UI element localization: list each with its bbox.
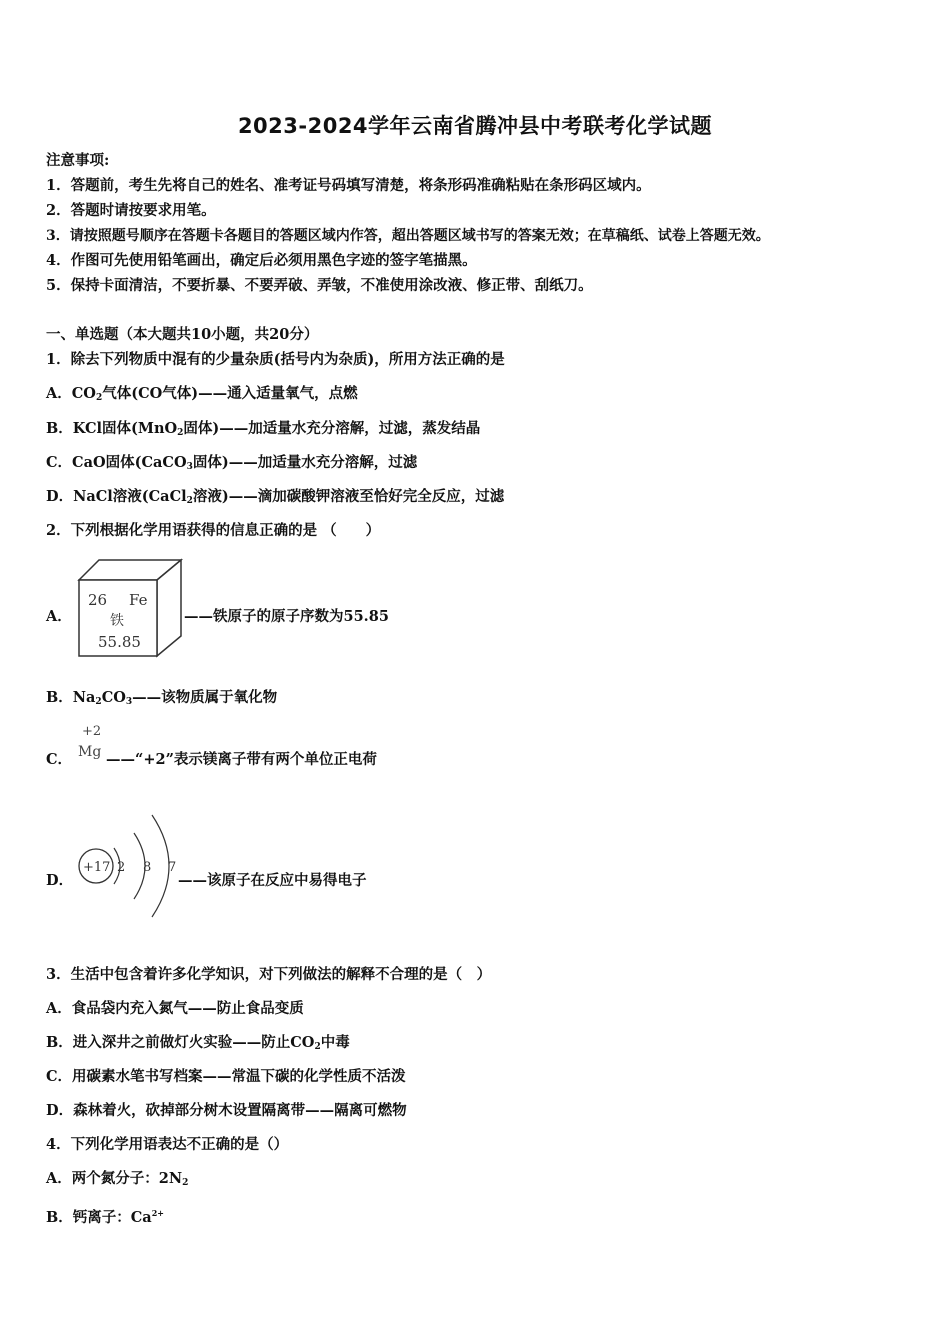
question-1-option-a [46, 384, 358, 408]
shell-electron-count: 2 [117, 860, 126, 875]
option-text: 食品袋内充入氮气——防止食品变质 [71, 1000, 304, 1017]
question-4-option-a [46, 1169, 188, 1193]
question-1-option-d [46, 487, 504, 511]
option-text: ——该原子在反应中易得电子 [178, 872, 367, 889]
question-3-stem: 3．生活中包含着许多化学知识，对下列做法的解释不合理的是（ ） [46, 966, 492, 983]
question-3-option-c [46, 1067, 406, 1087]
option-text: CaO固体(CaCO [72, 454, 187, 471]
section-heading: 一、单选题（本大题共10小题，共20分） [46, 326, 319, 343]
option-text: 森林着火，砍掉部分树木设置隔离带——隔离可燃物 [73, 1102, 407, 1119]
subscript: 2 [314, 1042, 321, 1052]
electron-shell-arc [152, 815, 169, 917]
question-4-stem: 4．下列化学用语表达不正确的是（） [46, 1136, 289, 1153]
option-label: C． [46, 454, 73, 471]
option-text: KCl固体(MnO [72, 420, 178, 437]
question-1-stem: 1．除去下列物质中混有的少量杂质(括号内为杂质)，所用方法正确的是 [46, 351, 505, 368]
charge-superscript: +2 [82, 724, 102, 739]
subscript: 2 [182, 1178, 189, 1188]
element-name: 铁 [110, 613, 124, 629]
subscript: 3 [186, 462, 193, 472]
atomic-structure-figure [74, 805, 184, 923]
option-label: A． [46, 1000, 72, 1017]
shell-electron-count: 8 [143, 860, 152, 875]
periodic-table-cell-figure [76, 558, 184, 660]
nucleus-charge: +17 [83, 860, 111, 875]
option-text: 固体)——加适量水充分溶解，过滤 [192, 454, 418, 471]
question-2-option-b [46, 688, 277, 712]
subscript: 3 [125, 697, 133, 707]
option-text: 两个氮分子：2N [71, 1170, 183, 1187]
option-label: D． [46, 1102, 74, 1119]
question-3-option-d [46, 1101, 407, 1121]
notice-item: 1．答题前，考生先将自己的姓名、准考证号码填写清楚，将条形码准确粘贴在条形码区域内。 [46, 177, 651, 194]
notice-item: 3．请按照题号顺序在答题卡各题目的答题区域内作答，超出答题区域书写的答案无效；在草稿纸、试卷上答题无效。 [46, 228, 770, 244]
option-label: A． [46, 1170, 72, 1187]
option-text: ——“+2”表示镁离子带有两个单位正电荷 [106, 751, 377, 768]
option-text: CO [101, 689, 126, 706]
option-label: D． [46, 488, 74, 505]
notice-item: 2．答题时请按要求用笔。 [46, 202, 216, 219]
option-text: 进入深井之前做灯火实验——防止CO [72, 1034, 315, 1051]
atomic-mass: 55.85 [98, 633, 141, 651]
option-text: ——该物质属于氧化物 [132, 689, 278, 706]
option-label: B． [46, 1209, 73, 1226]
subscript: 2 [177, 428, 184, 438]
option-text: Na [72, 689, 96, 706]
element-symbol: Mg [78, 744, 102, 760]
option-label: D． [46, 872, 74, 889]
option-label: A． [46, 608, 72, 625]
option-label: B． [46, 420, 73, 437]
question-1-option-b [46, 419, 480, 443]
option-text: 用碳素水笔书写档案——常温下碳的化学性质不活泼 [72, 1068, 406, 1085]
option-text: NaCl溶液(CaCl [73, 488, 187, 505]
notice-item: 4．作图可先使用铅笔画出，确定后必须用黑色字迹的签字笔描黑。 [46, 252, 477, 269]
element-symbol: Fe [129, 591, 148, 609]
option-label: B． [46, 689, 73, 706]
option-text: ——铁原子的原子序数为55.85 [184, 608, 389, 625]
question-3-option-a [46, 999, 304, 1019]
option-label: C． [46, 751, 73, 768]
option-label: C． [46, 1068, 73, 1085]
atomic-number: 26 [88, 591, 108, 609]
notice-heading: 注意事项: [46, 152, 110, 169]
superscript: 2+ [151, 1208, 164, 1218]
option-text: 中毒 [320, 1034, 350, 1051]
subscript: 2 [186, 496, 193, 506]
subscript: 2 [95, 393, 103, 403]
option-label: B． [46, 1034, 73, 1051]
page-title: 2023-2024学年云南省腾冲县中考联考化学试题 [237, 114, 713, 138]
option-label: A． [46, 385, 72, 402]
question-4-option-b [46, 1203, 164, 1228]
option-text: 固体)——加适量水充分溶解，过滤，蒸发结晶 [183, 420, 481, 437]
option-text: 溶液)——滴加碳酸钾溶液至恰好完全反应，过滤 [192, 488, 505, 505]
question-2-stem: 2．下列根据化学用语获得的信息正确的是 （ ） [46, 522, 381, 539]
question-3-option-b [46, 1033, 350, 1057]
notice-item: 5．保持卡面清洁，不要折暴、不要弄破、弄皱，不准使用涂改液、修正带、刮纸刀。 [46, 277, 593, 294]
option-text: 气体(CO气体)——通入适量氧气，点燃 [102, 385, 358, 402]
option-text: 钙离子：Ca [72, 1209, 152, 1226]
subscript: 2 [95, 697, 102, 707]
question-1-option-c [46, 453, 417, 477]
option-text: CO [71, 385, 96, 402]
shell-electron-count: 7 [168, 860, 177, 875]
